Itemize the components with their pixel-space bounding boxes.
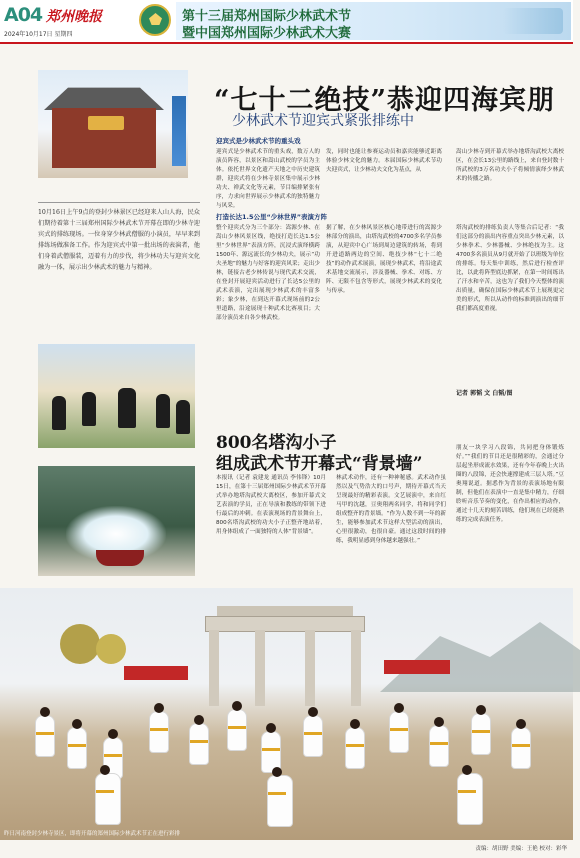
mountain-backdrop [380, 622, 580, 692]
story2-text-col-2: 林武术动作，还有一种神秘感。武术动作虽然以及气势浩大的口号声，期待开幕式当天呈现最好的精彩表演。文艺展演中，来自红马甲的沈越，豆奥翔两名同学，将和同学们组成整齐的背景墙。“作为人数不到一年的新生，能够参加武术节这样大型活动的演出，心里很激动，也很自豪。通过这段时间的排练，我明显感到身体越来越强壮。” [336, 475, 446, 544]
story1-section-a-text: 迎宾式是少林武术节的重头戏，数万人的演员阵容，以景区和嵩山武校的学员为主体。依托世界文化遗产天地之中历史建筑群，迎宾式将在少林寺景区集中展示少林功夫、禅武文化等元素，节目编排紧张有序，力求向世界展示少林武术的独特魅力与风采。 [216, 149, 320, 209]
festival-title-line-2: 暨中国郑州国际少林武术大赛 [182, 26, 352, 41]
temple-photo [38, 70, 188, 178]
story2-text-col-3: 朋友一块学习八段锦，共同把身体锻炼好。”“我们的节目还是很精彩的，会通过分层起坐形成流水效果，还有今年春晚上火出圈的八段锦，还会快速撑建成三层人塔。”豆奥翔说道。据悉作为背景的表演场地有限制，但他们在表演中一直是集中精力，仔细聆听音乐节奏的变化，在作出相应的动作，通过十几天的刻苦训练，他们现在已经能熟练的完成表演任务。 [456, 445, 564, 523]
masthead [0, 0, 573, 42]
performer-figure [82, 392, 96, 426]
story1-section-b-text-3: 塔沟武校的排练负责人等集合后记者：“我们这部分的演出内容重点突出少林元素，以少林拳术、少林器械、少林绝技为主。这4700多名演员从9月就开始了以班级为单位的排练。每天集中训练，然后进行检查评比，以此将阵型底边抓紧，在第一时间练出了汗水和辛苦，这也为了我们今天整体的演出质量，确保在国际少林武术节上展现更完美的形式，所以从动作的标准到演出的细节我们都高度重视。 [456, 225, 564, 312]
page-number: A04 [4, 4, 43, 26]
opening-rehearsal-photo [0, 588, 573, 840]
performer-figure [472, 714, 490, 754]
flag-icon [172, 96, 186, 166]
performer-figure [156, 394, 170, 428]
performer-figure [304, 716, 322, 756]
festival-emblem-icon [139, 4, 171, 36]
archway-pillar [305, 630, 315, 706]
performer-figure [430, 726, 448, 766]
story1-section-a-text-2: 发，同时也能让参赛运动员和嘉宾能够近距离体验少林文化的魅力。本届国际少林武术节功夫迎宾式，让少林功夫文化为基点，从 [326, 149, 442, 173]
performer-figure [512, 728, 530, 768]
editor-credit: 责编：胡田野 美编：王艳 校对：彩华 [475, 846, 567, 852]
archway-pillar [255, 630, 265, 706]
archway-beam [205, 616, 365, 632]
performer-figure [228, 710, 246, 750]
story1-byline: 记者 郭韬 文 白韬/图 [456, 390, 513, 397]
performer-figure [262, 732, 280, 772]
story1-subhead: 少林武术节迎宾式紧张排练中 [232, 113, 414, 129]
performer-figure [390, 712, 408, 752]
archway-pillar [209, 630, 219, 706]
temple-sign [88, 116, 124, 130]
banner-decoration [503, 8, 563, 34]
festival-title-line-1: 第十三届郑州国际少林武术节 [182, 9, 352, 24]
story1-headline: “七十二绝技”恭迎四海宾朋 [214, 85, 556, 116]
performer-figure [176, 400, 190, 434]
martial-arts-training-photo [38, 344, 195, 448]
archway-pillar [351, 630, 361, 706]
performer-figure [52, 396, 66, 430]
stone-archway [205, 606, 365, 706]
story1-section-b-title: 打造长达1.5公里“少林世界”表演方阵 [216, 213, 328, 221]
performer-figure [96, 774, 120, 824]
story1-section-a-title: 迎宾式是少林武术节的重头戏 [216, 137, 301, 145]
red-banner [124, 666, 188, 680]
temple-roof [44, 82, 164, 110]
story2-text-col-1: 本报讯（记者 袁建龙 通讯员 李伟锋）10月15日，在第十三届郑州国际少林武术节开幕式举办地塔沟武校大离校区，参加开幕式文艺表演的学员，正在导演和教练的带领下进行最后的冲刺。在表演现场的背景舞台上，800名塔沟武校的功夫小子正整齐地站着，用身体组成了一面独特的人体“背景墙”。 [216, 475, 326, 535]
performer-figure [458, 774, 482, 824]
festival-banner [176, 2, 571, 40]
water-splash-photo [38, 466, 195, 576]
performer-figure [346, 728, 364, 768]
performer-figure [68, 728, 86, 768]
header-rule [0, 42, 573, 44]
story1-section-b-text-2: 据了解，在少林风景区核心地带进行的嵩源少林部分的演出，由塔沟武校的4700多名学员参演，从迎宾中心广场到周边建筑的转场，将到开进道路两边的空间、绝技少林“七十二绝技”的动作武术展演，展现少林武术，将沿途武术基地交流展示，涉及器械、拳术、对练、方阵、无限不包含等形式，展现少林武术的变化与传承。 [326, 225, 442, 294]
tree [60, 624, 100, 664]
story1-section-a-text-3: 嵩山少林寺到开幕式举办地塔沟武校大离校区，在会长13公里的路线上，来自登封数十所武校的3万名功夫小子将倾情演绎少林武术的传播之路。 [456, 149, 564, 182]
bowl-icon [96, 550, 144, 566]
tree [96, 634, 126, 664]
performer-figure [150, 712, 168, 752]
dateline: 2024年10月17日 星期四 [4, 31, 73, 38]
red-banner [384, 660, 450, 674]
story2-headline-line-1: 800名塔沟小子 [216, 433, 337, 453]
story2-headline-line-2: 组成武术节开幕式“背景墙” [216, 454, 423, 474]
story1-section-b-text: 整个迎宾式分为三个部分：嵩源少林、在嵩山少林风景区线，绝技打造长达1.5公里“少林世界”表演方阵，沉浸式演绎横跨1500年、源远流长的少林功夫，展示“功夫圣地”的魅力与好客的迎宾风采；走出少林，链接古老少林传说与现代武术交流，在登封开展迎宾活动进行了长达5公里的武术表演，完出展现少林武术的丰富多彩；象少林，在到达开幕式现场前的2公里道路，沿途展现十种武术比赛项目；大部分演员来自各少林武校。 [216, 225, 320, 321]
performer-figure [118, 388, 136, 428]
performer-figure [268, 776, 292, 826]
newspaper-logo: 郑州晚报 [46, 9, 102, 25]
photo-caption: 昨日河南登封少林寺景区，即将开幕的郑州国际少林武术节正在进行彩排 [4, 831, 181, 837]
performer-figure [36, 716, 54, 756]
performer-figure [190, 724, 208, 764]
lead-paragraph: 10月16日上午9点的登封少林景区已经迎来人山人海，民众们期待着第十三届郑州国际少林武术节开幕在即的少林寺迎宾式的排练现场。一位身穿少林武僧服的小演员，早早来到排练场做准备工作。作为迎宾式中第一批出场的表演者，他们身着武僧服装，迈着有力的步伐，将少林功夫与迎宾文化融为一体，展示出少林武术的魅力与精神。 [38, 202, 200, 320]
